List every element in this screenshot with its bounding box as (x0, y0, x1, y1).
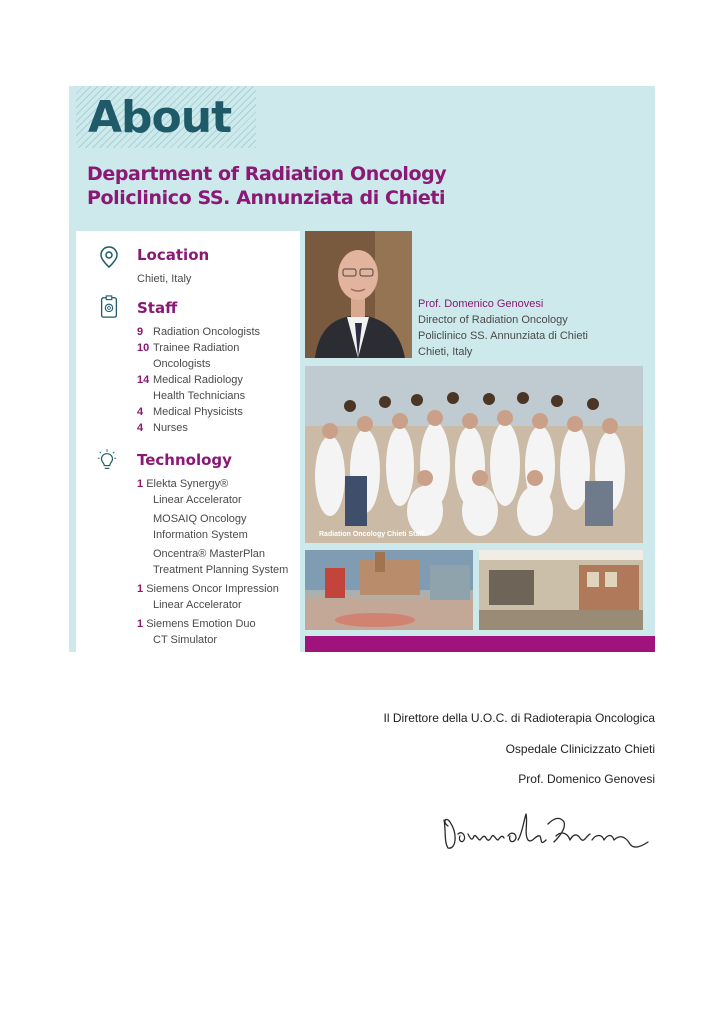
technology-item-name: Elekta Synergy® (146, 478, 229, 490)
staff-count: 9 (137, 326, 144, 338)
staff-count: 4 (137, 406, 144, 418)
director-institution: Policlinico SS. Annunziata di Chieti (418, 330, 588, 342)
staff-count: 14 (137, 374, 150, 386)
staff-item-continued: Health Technicians (153, 390, 246, 402)
technology-item-name: Siemens Oncor Impression (146, 583, 279, 595)
technology-item-continued: Information System (153, 529, 248, 541)
handwritten-signature (436, 800, 651, 860)
technology-item-continued: Linear Accelerator (153, 494, 242, 506)
staff-item: Medical Physicists (153, 406, 243, 418)
lightbulb-icon (96, 449, 118, 473)
location-pin-icon (98, 245, 120, 269)
staff-count: 4 (137, 422, 144, 434)
clinic-room-photo (305, 550, 473, 630)
staff-item: Radiation Oncologists (153, 326, 261, 338)
location-title: Location (137, 246, 210, 264)
technology-item: Oncentra® MasterPlan (153, 548, 266, 560)
clinic-corridor-photo (479, 550, 643, 630)
technology-item-continued: Treatment Planning System (153, 564, 289, 576)
id-badge-icon (98, 295, 120, 319)
department-title-line2: Policlinico SS. Annunziata di Chieti (87, 187, 446, 209)
staff-item: Trainee Radiation (153, 342, 240, 354)
signature-line-1: Il Direttore della U.O.C. di Radioterapia Oncologica (383, 711, 655, 725)
director-role: Director of Radiation Oncology (418, 314, 568, 326)
location-text: Chieti, Italy (137, 273, 192, 285)
department-title-line1: Department of Radiation Oncology (87, 163, 447, 185)
technology-item: MOSAIQ Oncology (153, 513, 247, 525)
department-title (87, 162, 446, 210)
staff-title: Staff (137, 299, 178, 317)
accent-bar (305, 636, 655, 652)
technology-item (137, 616, 297, 632)
staff-item: Medical Radiology (153, 374, 243, 386)
group-photo-caption: Radiation Oncology Chieti Staff (319, 531, 425, 538)
staff-item-continued: Oncologists (153, 358, 211, 370)
signature-line-2: Ospedale Clinicizzato Chieti (505, 742, 655, 756)
technology-title: Technology (137, 451, 232, 469)
director-portrait (305, 231, 412, 358)
about-heading: About (88, 92, 232, 143)
director-city: Chieti, Italy (418, 346, 473, 358)
director-name: Prof. Domenico Genovesi (418, 298, 544, 310)
about-card (69, 86, 655, 652)
technology-count: 1 (137, 618, 144, 630)
technology-item (137, 581, 297, 597)
technology-item-continued: Linear Accelerator (153, 599, 242, 611)
info-panel (76, 231, 300, 652)
director-caption (418, 296, 618, 360)
technology-item-continued: CT Simulator (153, 634, 217, 646)
staff-item: Nurses (153, 422, 188, 434)
technology-item (137, 476, 297, 492)
staff-group-photo (305, 366, 643, 543)
technology-item-name: Siemens Emotion Duo (146, 618, 256, 630)
technology-count: 1 (137, 583, 144, 595)
signature-line-3: Prof. Domenico Genovesi (518, 772, 655, 786)
technology-count: 1 (137, 478, 144, 490)
about-heading-box (76, 86, 256, 148)
staff-count: 10 (137, 342, 150, 354)
